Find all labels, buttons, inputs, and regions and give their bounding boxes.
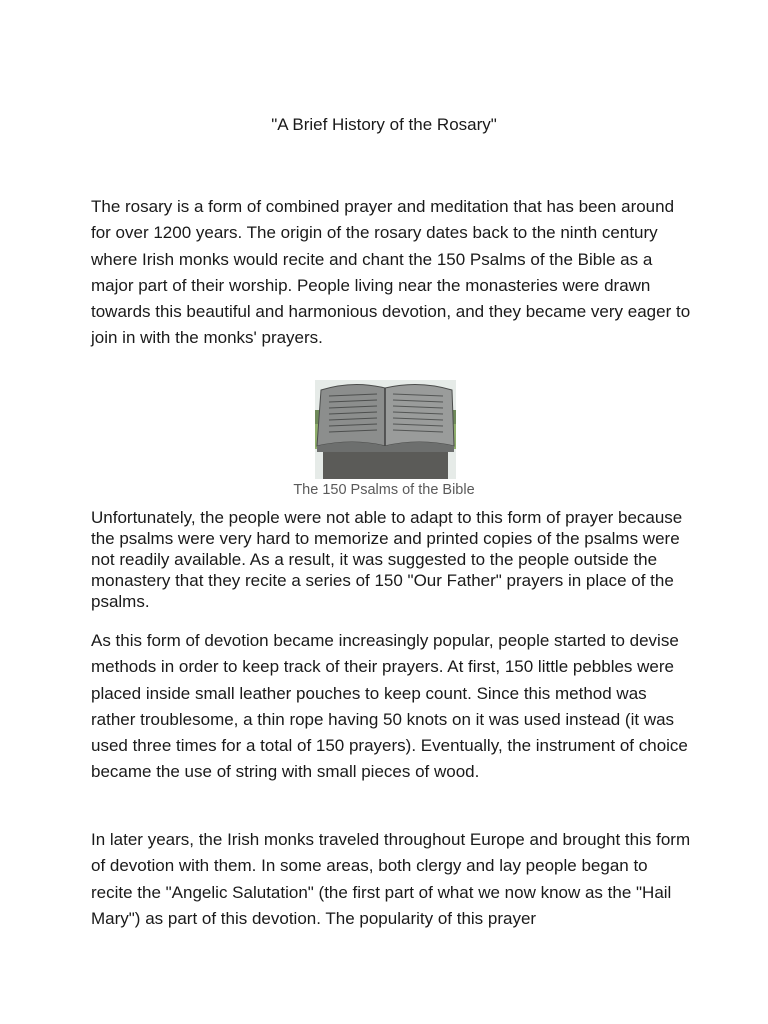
paragraph-2: Unfortunately, the people were not able to adapt to this form of prayer because the psalms were very hard to memorize and printed copies of the psalms were not readily available. As a result, it was suggested to the people outside the monastery that they recite a series of 150 "Our Father" prayers in place of the psalms.	[91, 508, 683, 611]
stone-bible-image	[315, 380, 456, 479]
paragraph-4: In later years, the Irish monks traveled throughout Europe and brought this form of devotion with them. In some areas, both clergy and lay people began to recite the "Angelic Salutation" (the first part of what we now know as the "Hail Mary") as part of this devotion. The popularity of this prayer	[91, 830, 691, 928]
figure-caption: The 150 Psalms of the Bible	[293, 482, 475, 498]
paragraph-3: As this form of devotion became increasingly popular, people started to devise methods in order to keep track of their prayers. At first, 150 little pebbles were placed inside small leather pouches to keep count. Since this method was rather troublesome, a thin rope having 50 knots on it was used instead (it was used three times for a total of 150 prayers). Eventually, the instrument of choice became the use of string with small pieces of wood.	[91, 631, 688, 782]
document-title: "A Brief History of the Rosary"	[271, 115, 497, 134]
paragraph-1: The rosary is a form of combined prayer and meditation that has been around for over 1200 years. The origin of the rosary dates back to the ninth century where Irish monks would recite and chant the 150 Psalms of the Bible as a major part of their worship. People living near the monasteries were drawn towards this beautiful and harmonious devotion, and they became very eager to join in with the monks' prayers.	[91, 197, 691, 348]
